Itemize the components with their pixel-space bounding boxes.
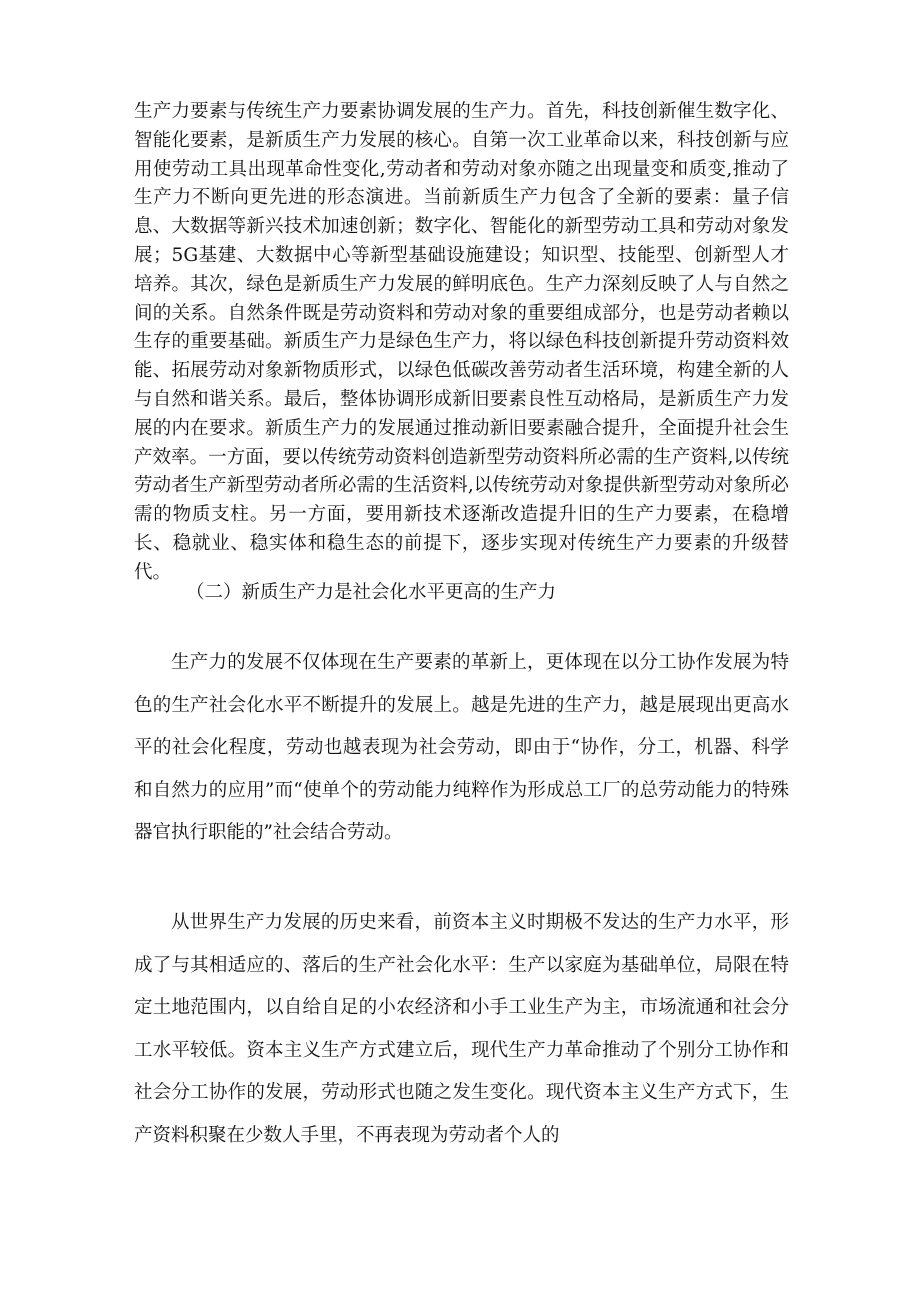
section-heading: （二）新质生产力是社会化水平更高的生产力 xyxy=(186,582,557,603)
paragraph-productive-forces-elements: 生产力要素与传统生产力要素协调发展的生产力。首先，科技创新催生数字化、智能化要素，是新质生产力发展的核心。自第一次工业革命以来，科技创新与应用使劳动工具出现革命性变化,劳动者和劳动对象亦随之出现量变和质变,推动了生产力不断向更先进的形态演进。当前新质生产力包含了全新的要素：量子信息、大数据等新兴技术加速创新；数字化、智能化的新型劳动工具和劳动对象发展；5G基建、大数据中心等新型基础设施建设；知识型、技能型、创新型人才培养。其次，绿色是新质生产力发展的鲜明底色。生产力深刻反映了人与自然之间的关系。自然条件既是劳动资料和劳动对象的重要组成部分，也是劳动者赖以生存的重要基础。新质生产力是绿色生产力，将以绿色科技创新提升劳动资料效能、拓展劳动对象新物质形式，以绿色低碳改善劳动者生活环境，构建全新的人与自然和谐关系。最后，整体协调形成新旧要素良性互动格局，是新质生产力发展的内在要求。新质生产力的发展通过推动新旧要素融合提升，全面提升社会生产效率。一方面，要以传统劳动资料创造新型劳动资料所必需的生产资料,以传统劳动者生产新型劳动者所必需的生活资料,以传统劳动对象提供新型劳动对象所必需的物质支柱。另一方面，要用新技术逐渐改造提升旧的生产力要素，在稳增长、稳就业、稳实体和稳生态的前提下，逐步实现对传统生产力要素的升级替代。 xyxy=(134,101,789,583)
paragraph-world-history: 从世界生产力发展的历史来看，前资本主义时期极不发达的生产力水平，形成了与其相适应的、落后的生产社会化水平：生产以家庭为基础单位，局限在特定土地范围内，以自给自足的小农经济和小手工业生产为主，市场流通和社会分工水平较低。资本主义生产方式建立后，现代生产力革命推动了个别分工协作和社会分工协作的发展，劳动形式也随之发生变化。现代资本主义生产方式下，生产资料积聚在少数人手里，不再表现为劳动者个人的 xyxy=(134,912,789,1146)
paragraph-socialization-level: 生产力的发展不仅体现在生产要素的革新上，更体现在以分工协作发展为特色的生产社会化水平不断提升的发展上。越是先进的生产力，越是展现出更高水平的社会化程度，劳动也越表现为社会劳动，即由于“协作，分工，机器、科学和自然力的应用”而“使单个的劳动能力纯粹作为形成总工厂的总劳动能力的特殊器官执行职能的”社会结合劳动。 xyxy=(134,652,789,844)
